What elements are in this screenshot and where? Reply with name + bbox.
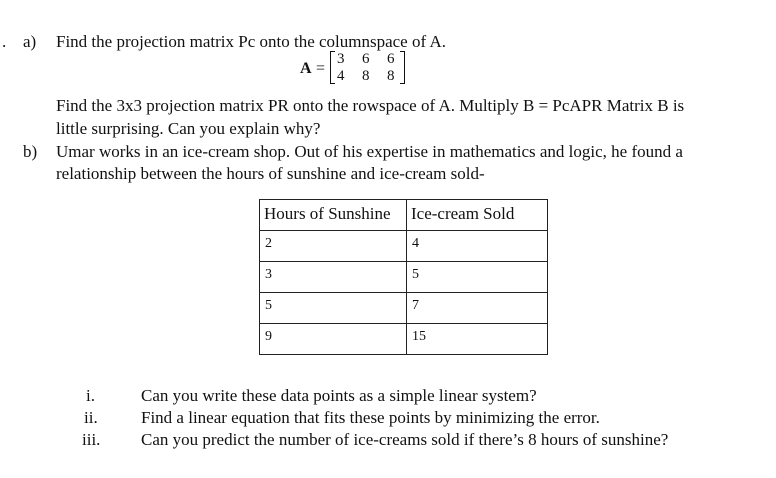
matrix-cell: 8 <box>362 68 370 84</box>
question-text: Can you write these data points as a simple linear system? <box>141 386 537 405</box>
table-cell: 5 <box>407 262 548 293</box>
matrix-cell: 3 <box>337 51 345 67</box>
table-header-row <box>260 200 548 231</box>
part-b-label: b) <box>23 142 38 161</box>
matrix-cell: 4 <box>337 68 345 84</box>
table-cell: 4 <box>407 231 548 262</box>
header-hours-of-sunshine: Hours of Sunshine <box>260 200 407 231</box>
part-a-line-2: Find the 3x3 projection matrix PR onto the rowspace of A. Multiply B = PcAPR Matrix B is <box>56 96 685 115</box>
matrix-right-bracket <box>400 51 405 84</box>
part-a-line-3: little surprising. Can you explain why? <box>56 119 321 138</box>
table-cell: 3 <box>260 262 407 293</box>
table-cell: 5 <box>260 293 407 324</box>
question-number: ii. <box>84 408 98 427</box>
table-cell: 7 <box>407 293 548 324</box>
question-number: i. <box>86 386 95 405</box>
matrix-equals: = <box>316 60 326 77</box>
table-row <box>260 293 548 324</box>
matrix-cell: 6 <box>362 51 370 67</box>
matrix-name: A <box>300 60 312 77</box>
question-text: Can you predict the number of ice-creams sold if there’s 8 hours of sunshine? <box>141 430 669 449</box>
sunshine-icecream-table <box>259 199 548 355</box>
question-number: iii. <box>82 430 101 449</box>
part-a-line-1: Find the projection matrix Pc onto the columnspace of A. <box>56 32 446 51</box>
matrix-left-bracket <box>330 51 335 84</box>
part-a-label: a) <box>23 32 37 51</box>
question-text: Find a linear equation that fits these points by minimizing the error. <box>141 408 600 427</box>
part-b-line-2: relationship between the hours of sunshine and ice-cream sold- <box>56 164 485 183</box>
part-b-line-1: Umar works in an ice-cream shop. Out of his expertise in mathematics and logic, he found a <box>56 142 683 161</box>
matrix-cell: 8 <box>387 68 395 84</box>
table-cell: 2 <box>260 231 407 262</box>
table-row <box>260 231 548 262</box>
table-row <box>260 262 548 293</box>
table-row <box>260 324 548 355</box>
matrix-cell: 6 <box>387 51 395 67</box>
header-ice-cream-sold: Ice-cream Sold <box>407 200 548 231</box>
list-bullet: . <box>2 32 7 51</box>
table-cell: 9 <box>260 324 407 355</box>
table-cell: 15 <box>407 324 548 355</box>
